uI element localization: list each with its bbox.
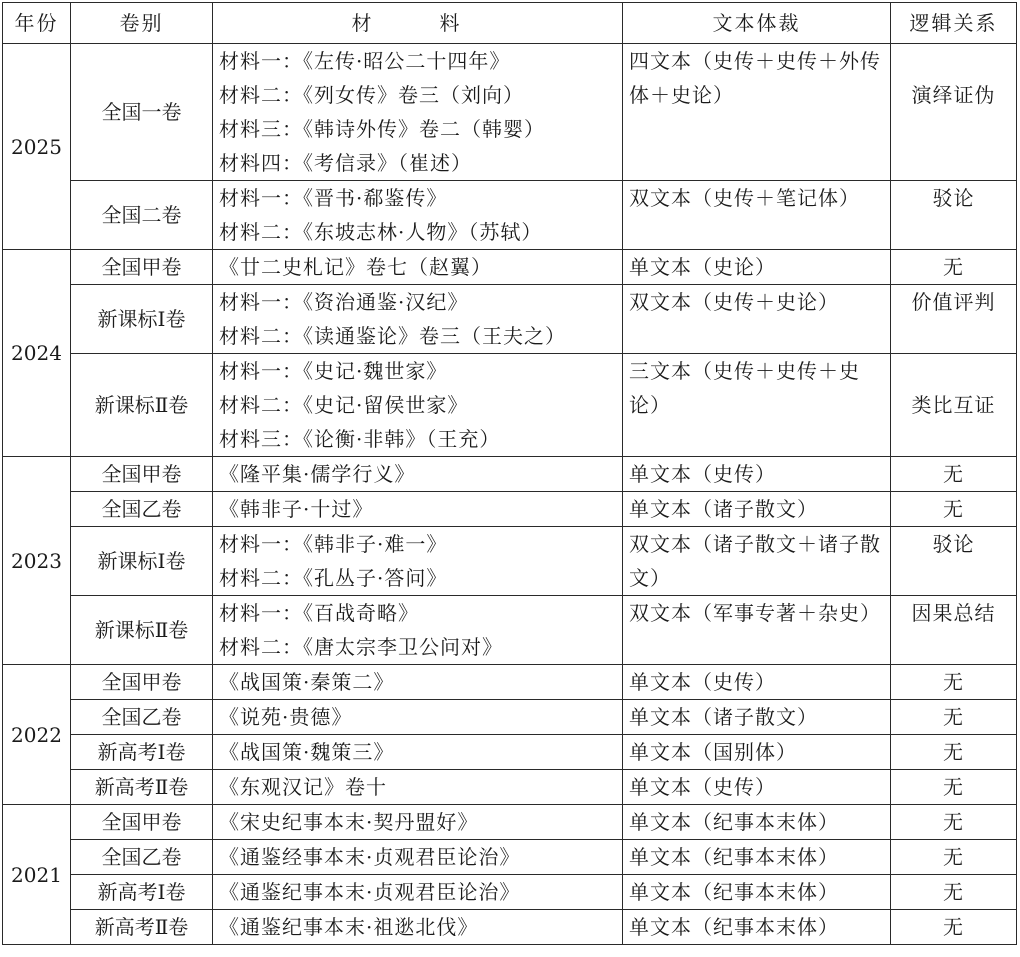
table-row (3, 250, 1017, 285)
header-year: 年份 (3, 3, 71, 44)
paper-cell: 新课标Ⅰ卷 (71, 285, 213, 354)
table-row (3, 527, 1017, 596)
logic-cell: 驳论 (891, 527, 1017, 596)
year-cell: 2022 (3, 665, 71, 805)
genre-cell: 单文本（史论） (623, 250, 891, 285)
genre-cell: 双文本（史传＋史论） (623, 285, 891, 354)
genre-cell: 双文本（诸子散文＋诸子散文） (623, 527, 891, 596)
header-logic: 逻辑关系 (891, 3, 1017, 44)
material-line: 材料一：《资治通鉴·汉纪》 (219, 290, 469, 314)
material-line: 《战国策·魏策三》 (219, 740, 395, 764)
table-row (3, 700, 1017, 735)
table-row (3, 596, 1017, 665)
material-cell (213, 285, 623, 354)
material-line: 材料一：《晋书·郗鉴传》 (219, 186, 448, 210)
genre-cell: 单文本（史传） (623, 770, 891, 805)
paper-cell: 全国甲卷 (71, 457, 213, 492)
material-line: 材料二：《史记·留侯世家》 (219, 393, 469, 417)
year-cell: 2024 (3, 250, 71, 457)
paper-cell: 新课标Ⅱ卷 (71, 354, 213, 457)
paper-cell: 新高考Ⅰ卷 (71, 735, 213, 770)
paper-cell: 全国二卷 (71, 181, 213, 250)
genre-cell: 单文本（史传） (623, 665, 891, 700)
material-cell (213, 875, 623, 910)
header-genre: 文本体裁 (623, 3, 891, 44)
table-row (3, 840, 1017, 875)
material-line: 《通鉴纪事本末·贞观君臣论治》 (219, 880, 521, 904)
logic-cell: 驳论 (891, 181, 1017, 250)
table-row (3, 181, 1017, 250)
material-cell (213, 527, 623, 596)
material-line: 《说苑·贵德》 (219, 705, 353, 729)
logic-cell (891, 44, 1017, 181)
logic-cell: 无 (891, 492, 1017, 527)
genre-cell: 三文本（史传＋史传＋史论） (623, 354, 891, 457)
material-cell (213, 770, 623, 805)
paper-cell: 新高考Ⅱ卷 (71, 770, 213, 805)
header-material: 材 料 (213, 3, 623, 44)
material-cell (213, 735, 623, 770)
material-line: 《通鉴经事本末·贞观君臣论治》 (219, 845, 521, 869)
logic-cell: 无 (891, 840, 1017, 875)
material-line: 材料二：《孔丛子·答问》 (219, 566, 448, 590)
paper-cell: 全国甲卷 (71, 665, 213, 700)
material-cell (213, 250, 623, 285)
paper-cell: 全国乙卷 (71, 840, 213, 875)
logic-cell: 无 (891, 700, 1017, 735)
logic-cell: 无 (891, 735, 1017, 770)
material-line: 《韩非子·十过》 (219, 497, 374, 521)
material-line: 材料一：《韩非子·难一》 (219, 532, 448, 556)
header-paper: 卷别 (71, 3, 213, 44)
material-cell (213, 181, 623, 250)
genre-cell: 单文本（诸子散文） (623, 492, 891, 527)
paper-cell: 全国甲卷 (71, 250, 213, 285)
logic-cell: 无 (891, 875, 1017, 910)
material-line: 《宋史纪事本末·契丹盟好》 (219, 810, 479, 834)
material-line: 材料二：《东坡志林·人物》（苏轼） (219, 220, 543, 244)
logic-cell: 无 (891, 250, 1017, 285)
table-row (3, 44, 1017, 181)
logic-cell: 无 (891, 770, 1017, 805)
genre-cell: 单文本（纪事本末体） (623, 840, 891, 875)
material-cell (213, 492, 623, 527)
paper-cell: 新课标Ⅰ卷 (71, 527, 213, 596)
header-row (3, 3, 1017, 44)
material-line: 材料四：《考信录》（崔述） (219, 151, 472, 175)
logic-cell: 无 (891, 457, 1017, 492)
table-row (3, 910, 1017, 945)
table-row (3, 805, 1017, 840)
paper-cell: 新高考Ⅱ卷 (71, 910, 213, 945)
table-row (3, 285, 1017, 354)
paper-cell: 新课标Ⅱ卷 (71, 596, 213, 665)
genre-cell: 单文本（纪事本末体） (623, 875, 891, 910)
material-line: 《通鉴纪事本末·祖逖北伐》 (219, 915, 479, 939)
genre-cell: 单文本（纪事本末体） (623, 805, 891, 840)
paper-cell: 全国甲卷 (71, 805, 213, 840)
material-line: 材料一：《百战奇略》 (219, 601, 419, 625)
material-line: 材料二：《列女传》卷三（刘向） (219, 83, 524, 107)
year-cell: 2023 (3, 457, 71, 665)
material-line: 材料一：《左传·昭公二十四年》 (219, 49, 511, 73)
logic-text: 演绎证伪 (911, 83, 996, 107)
table-row (3, 875, 1017, 910)
genre-cell: 单文本（史传） (623, 457, 891, 492)
material-line: 《廿二史札记》卷七（赵翼） (219, 255, 492, 279)
paper-cell: 全国乙卷 (71, 700, 213, 735)
material-line: 材料二：《读通鉴论》卷三（王夫之） (219, 324, 566, 348)
material-line: 材料一：《史记·魏世家》 (219, 359, 448, 383)
material-cell (213, 840, 623, 875)
logic-cell: 因果总结 (891, 596, 1017, 665)
paper-cell: 全国一卷 (71, 44, 213, 181)
genre-cell: 单文本（纪事本末体） (623, 910, 891, 945)
paper-cell: 全国乙卷 (71, 492, 213, 527)
exam-materials-table (2, 2, 1017, 945)
table-row (3, 665, 1017, 700)
table-row (3, 457, 1017, 492)
year-cell: 2025 (3, 44, 71, 250)
material-line: 《隆平集·儒学行义》 (219, 462, 416, 486)
material-cell (213, 596, 623, 665)
table-row (3, 354, 1017, 457)
genre-cell: 四文本（史传＋史传＋外传体＋史论） (623, 44, 891, 181)
material-line: 《战国策·秦策二》 (219, 670, 395, 694)
paper-cell: 新高考Ⅰ卷 (71, 875, 213, 910)
material-cell (213, 700, 623, 735)
material-cell (213, 457, 623, 492)
genre-cell: 双文本（史传＋笔记体） (623, 181, 891, 250)
year-cell: 2021 (3, 805, 71, 945)
material-line: 材料三：《韩诗外传》卷二（韩婴） (219, 117, 545, 141)
material-line: 材料二：《唐太宗李卫公问对》 (219, 635, 503, 659)
table-row (3, 770, 1017, 805)
logic-cell: 无 (891, 805, 1017, 840)
material-line: 《东观汉记》卷十 (219, 775, 387, 799)
material-cell (213, 805, 623, 840)
logic-cell: 无 (891, 665, 1017, 700)
material-line: 材料三：《论衡·非韩》（王充） (219, 427, 501, 451)
logic-cell: 类比互证 (891, 354, 1017, 457)
table-row (3, 492, 1017, 527)
genre-cell: 双文本（军事专著＋杂史） (623, 596, 891, 665)
material-cell (213, 910, 623, 945)
material-cell (213, 354, 623, 457)
table-row (3, 735, 1017, 770)
material-cell (213, 44, 623, 181)
logic-cell: 价值评判 (891, 285, 1017, 354)
genre-cell: 单文本（诸子散文） (623, 700, 891, 735)
logic-cell: 无 (891, 910, 1017, 945)
material-cell (213, 665, 623, 700)
genre-cell: 单文本（国别体） (623, 735, 891, 770)
